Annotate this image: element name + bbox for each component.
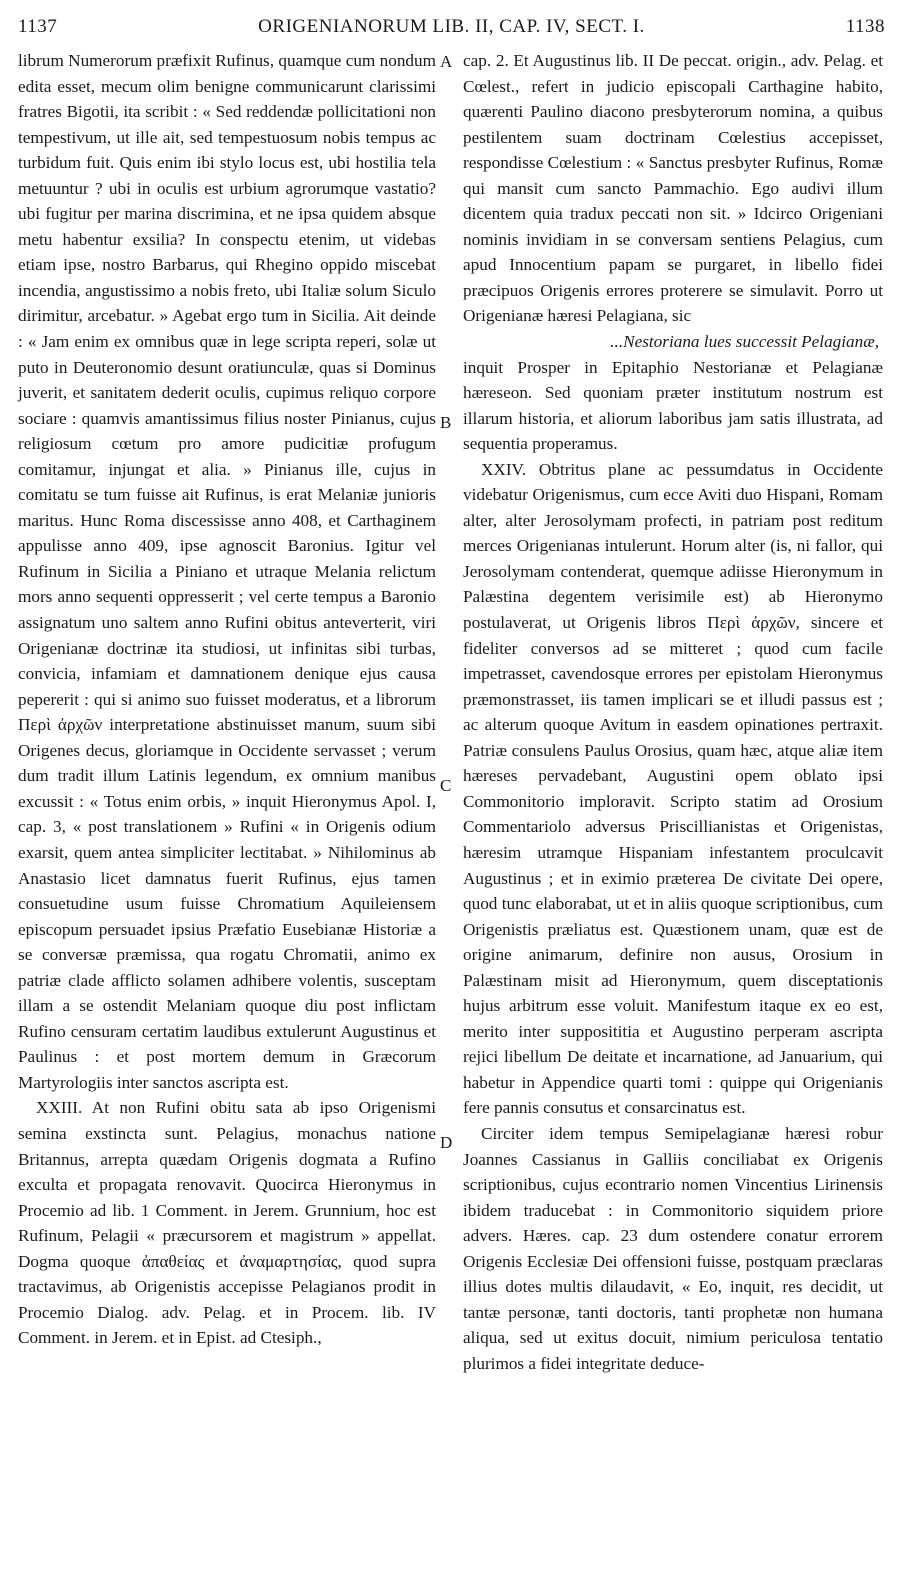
- left-column: [18, 48, 436, 1351]
- paragraph-xxiv: XXIV. Obtritus plane ac pessumdatus in Occidente videbatur Origenismus, cum ecce Aviti duo Hispani, Romam alter, alter Jerosolymam profecti, in patriam post reditum merces Origenianas intulerunt. Horum alter (is, ni fallor, qui Jerosolymam contenderat, quemque adiisse Hieronymum in Palæstina degentem verisimile est) ab Hieronymo postulaverat, ut Origenis libros Περὶ ἀρχῶν, sincere et fideliter conversos ad se mitteret ; quod cum facile impetrasset, cavendosque errores per epistolam Hieronymus præmonstrasset, iis tamen implicari se et illudi passus est ; ac alterum quoque Avitum in easdem opinationes pertraxit. Patriæ consulens Paulus Orosius, quam hæc, atque aliæ item hæreses pervadebant, Augustini opem oblato ipsi Commonitorio imploravit. Scripto statim ad Orosium Commentariolo adversus Priscillianistas et Origenistas, hæresim utramque Hispaniam infestantem proculcavit Augustinus ; et in eximio præterea De civitate Dei opere, quod tunc elaborabat, ut et in aliis quoque scriptionibus, cum Origenistis præliatus est. Quæstionem unam, quæ est de origine animarum, definire non ausus, Orosium in Palæstinam misit ad Hieronymum, quem disceptationis hujus arbitrum esse voluit. Manifestum itaque ex eo est, merito inter supposititia et Augustino perperam ascripta rejici libellum De deitate et incarnatione, ad Januarium, qui habetur in Appendice quarti tomi : quippe qui Origenianis fere pannis consutus et consarcinatus est.: [463, 459, 883, 1118]
- running-title: ORIGENIANORUM LIB. II, CAP. IV, SECT. I.: [258, 16, 645, 37]
- page-header: [14, 10, 889, 40]
- paragraph-rufinus: librum Numerorum præfixit Rufinus, quamque cum nondum edita esset, mecum olim benigne communicarunt clarissimi fratres Bigotii, ita scribit : « Sed reddendæ pollicitationi non tempestivum, ut ille ait, sed tempestuosum nobis tempus ac turbidum fuit. Quis enim ibi stylo locus est, ubi hostilia tela metuuntur ? ubi in oculis est urbium agrorumque vastatio? ubi fugitur per marina discrimina, et ne ipsa quidem absque metu habentur exsilia? In conspectu etenim, ut videbas etiam ipse, nostro Barbarus, qui Rhegino oppido miscebat incendia, angustissimo a nobis freto, ubi Italiæ solum Siculo dirimitur, arcebatur. » Agebat ergo tum in Sicilia. Ait deinde : « Jam enim ex omnibus quæ in lege scripta reperi, solæ ut puto in Deuteronomio desunt oratiunculæ, quas si Dominus juverit, et sanitatem dederit oculis, cupimus reliquo corpore sociare : quamvis amantissimus filius noster Pinianus, cujus religiosum cœtum pro amore pudicitiæ profugum comitamur, injungat et alia. » Pinianus ille, cujus in comitatu se tum fuisse ait Rufinus, is erat Melaniæ junioris maritus. Hunc Roma discessisse anno 408, et Carthaginem appulisse anno 409, ipse agnoscit Baronius. Igitur vel Rufinum in Sicilia a Piniano et utraque Melania relictum mors anno sequenti oppresserit ; vel certe tempus a Baronio assignatum uno saltem anno Rufini obitus anteverterit, viri Origenianæ doctrinæ ita studiosi, ut infinitas sibi turbas, convicia, infamiam et damnationem denique ejus causa pepererit : qui si animo suo fuisset moderatus, et a librorum Περὶ ἀρχῶν interpretatione abstinuisset manum, suum sibi Origenes decus, gloriamque in Occidente servasset ; verum dum tradit illum Latinis legendum, ex omnium manibus excussit : « Totus enim orbis, » inquit Hieronymus Apol. I, cap. 3, « post translationem » Rufini « in Origenis odium exarsit, quem antea simpliciter lectitabat. » Nihilominus ab Anastasio licet damnatus fuerit Rufinus, ejus tamen consuetudine usum fuisse Chromatium Aquileiensem episcopum persuadet ipsius Præfatio Eusebianæ Historiæ a se conversæ præmissa, qua rogatu Chromatii, animo ex patriæ clade afflicto solamen adhibere volentis, susceptam illam a se ostendit Melaniam quoque diu post inflictam Rufino censuram certatim laudibus extulerunt Augustinus et Paulinus : et post mortem demum in Græcorum Martyrologiis inter sanctos ascripta est.: [18, 51, 436, 1092]
- paragraph-prosper: inquit Prosper in Epitaphio Nestorianæ et Pelagianæ hæreseon. Sed quoniam præter institutum nostrum est illarum historia, et aliorum laboribus jam satis illustrata, ad sequentia properamus.: [463, 357, 883, 454]
- margin-marker-c: C: [440, 776, 452, 795]
- right-column: [463, 48, 883, 1376]
- page-number-left: 1137: [18, 16, 58, 37]
- paragraph-cassianus: Circiter idem tempus Semipelagianæ hæresi robur Joannes Cassianus in Galliis conciliabat ex Origenis scriptionibus, cujus econtrario nomen Vincentius Lirinensis ibidem traducebat : in Commonitorio siquidem priore advers. Hæres. cap. 23 dum ostendere conatur errorem Origenis Ecclesiæ Dei offensioni fuisse, postquam præclaras illius dotes multis dilaudavit, « Eo, inquit, res decidit, ut tantæ personæ, tanti doctoris, tanti prophetæ non humana aliqua, sed ut exitus docuit, nimium periculosa tentatio plurimos a fidei integritate deduce-: [463, 1123, 883, 1373]
- paragraph-augustinus: cap. 2. Et Augustinus lib. II De peccat. origin., adv. Pelag. et Cœlest., refert in judicio episcopali Carthagine habito, quærenti Paulino diacono presbyterorum nomina, a quibus pestilentem suam doctrinam Cœlestius accepisset, respondisse Cœlestium : « Sanctus presbyter Rufinus, Romæ qui mansit cum sancto Pammachio. Ego audivi illum dicentem quia tradux peccati non sit. » Idcirco Origeniani nominis invidiam in se conversam sentiens Pelagius, cum apud Innocentium papam se purgaret, in libello fidei præcipuos Origenis errores proterere se simulavit. Porro ut Origenianæ hæresi Pelagiana, sic: [463, 51, 883, 326]
- page-number-right: 1138: [845, 16, 885, 37]
- margin-marker-b: B: [440, 413, 452, 432]
- margin-marker-d: D: [440, 1133, 453, 1152]
- paragraph-xxiii: XXIII. At non Rufini obitu sata ab ipso Origenismi semina exstincta sunt. Pelagius, monachus natione Britannus, arrepta quædam Origenis dogmata a Rufino exculta et propagata renovavit. Quocirca Hieronymus in Procemio ad lib. 1 Comment. in Jerem. Grunnium, hoc est Rufinum, Pelagii « præcursorem et magistrum » appellat. Dogma quoque ἀπαθείας et ἀναμαρτησίας, quod supra tractavimus, ab Origenistis accepisse Pelagianos prodit in Procemio Dialog. adv. Pelag. et in Procem. lib. IV Comment. in Jerem. et in Epist. ad Ctesiph.,: [18, 1098, 436, 1348]
- margin-marker-a: A: [440, 52, 453, 71]
- verse-quote: ...Nestoriana lues successit Pelagianæ,: [610, 332, 879, 352]
